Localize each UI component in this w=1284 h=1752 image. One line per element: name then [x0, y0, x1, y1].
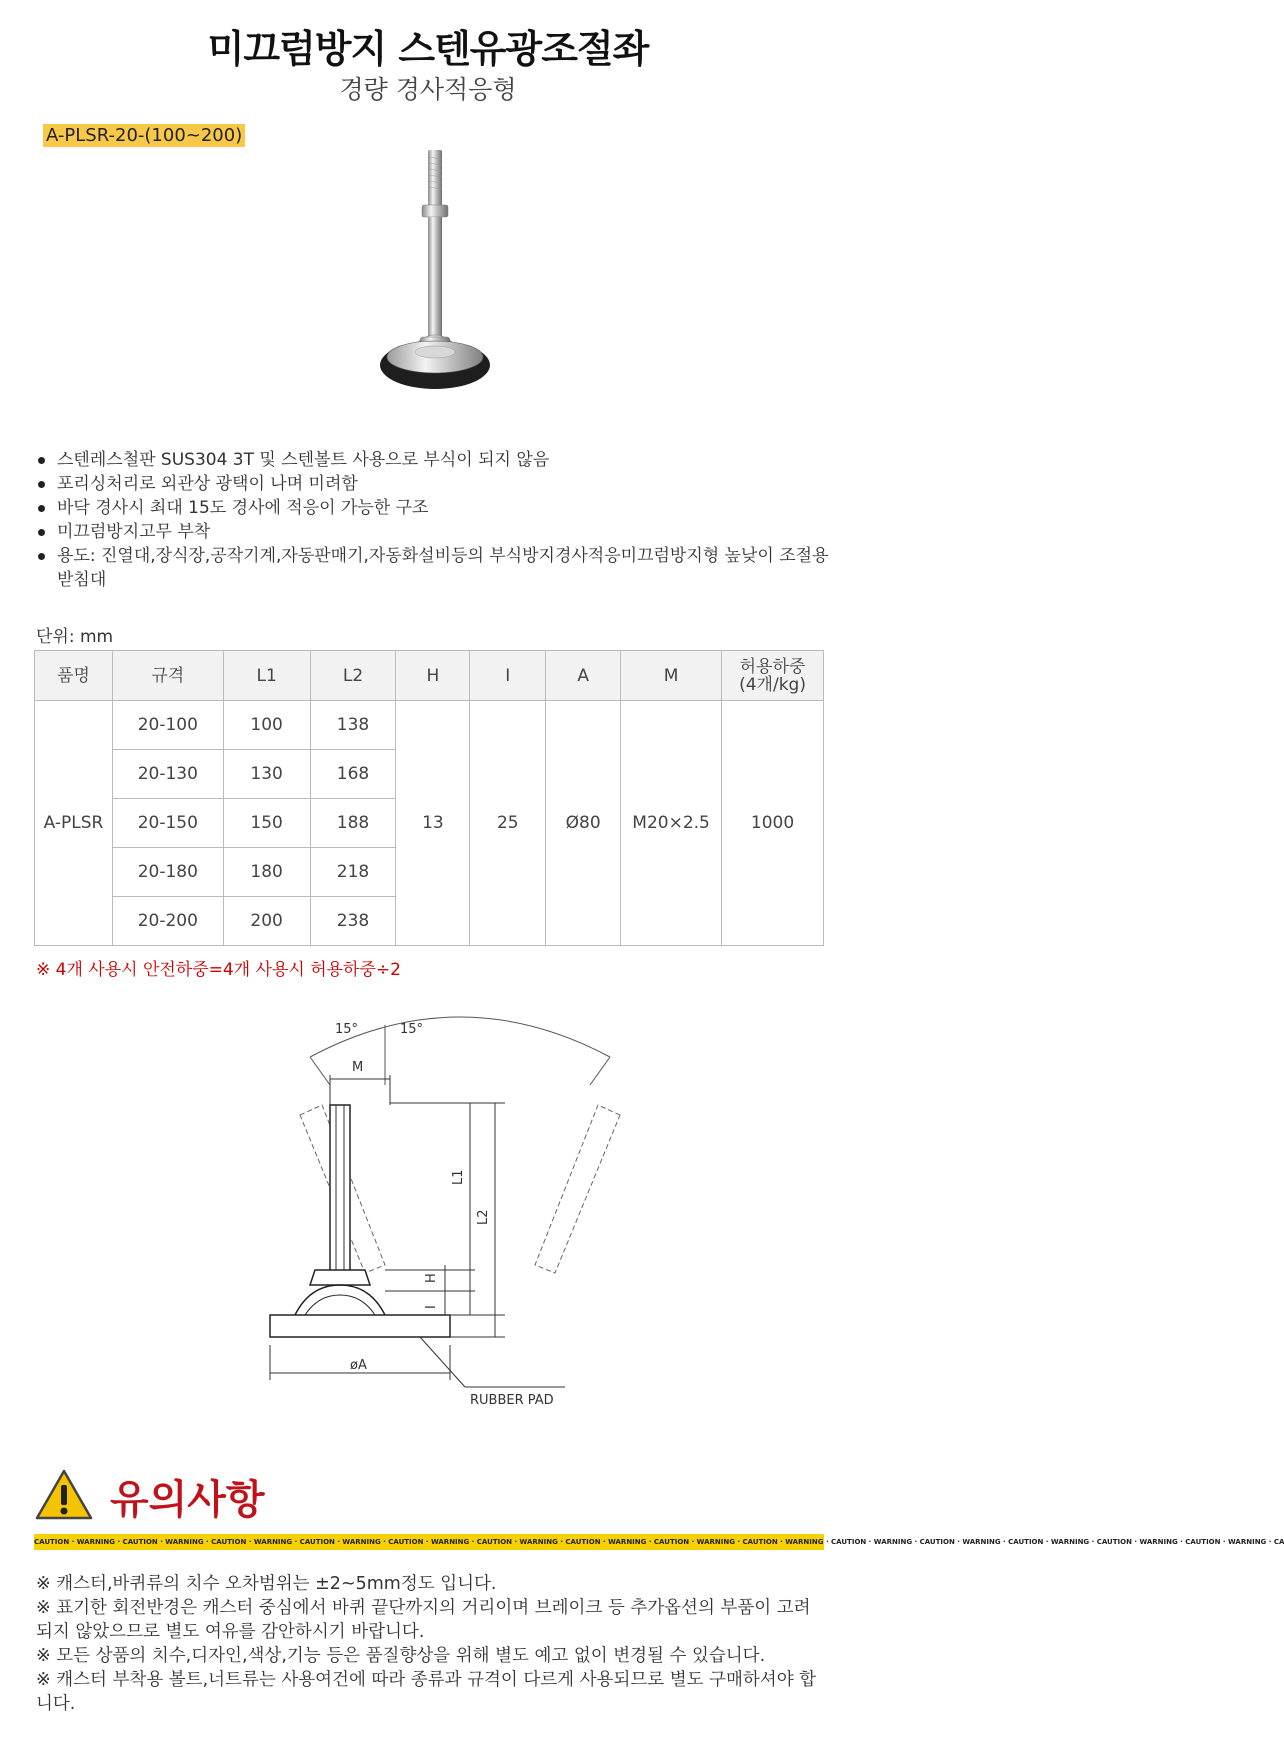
angle-left-label: 15°	[335, 1022, 359, 1037]
cell-l1: 200	[223, 897, 310, 946]
table-header-row	[35, 651, 824, 701]
a-label: øA	[350, 1358, 367, 1373]
feature-item: 스텐레스철판 SUS304 3T 및 스텐볼트 사용으로 부식이 되지 않음	[36, 448, 836, 472]
cell-l2: 138	[310, 701, 396, 750]
cell-h: 13	[396, 701, 470, 946]
caution-item: ※ 표기한 회전반경은 캐스터 중심에서 바퀴 끝단까지의 거리이며 브레이크 등 추가옵션의 부품이 고려되지 않았으므로 별도 여유를 감안하시기 바랍니다.	[36, 1598, 811, 1642]
feature-item: 미끄럼방지고무 부착	[36, 520, 836, 544]
cell-l2: 238	[310, 897, 396, 946]
feature-item: 바닥 경사시 최대 15도 경사에 적응이 가능한 구조	[36, 496, 836, 520]
cell-l1: 180	[223, 848, 310, 897]
caution-item: ※ 모든 상품의 치수,디자인,색상,기능 등은 품질향상을 위해 별도 예고 없이 변경될 수 있습니다.	[36, 1646, 766, 1666]
header-size: 규격	[112, 651, 223, 701]
cell-a: Ø80	[546, 701, 621, 946]
cell-size: 20-150	[112, 799, 223, 848]
header-name: 품명	[35, 651, 113, 701]
cell-product-name: A-PLSR	[35, 701, 113, 946]
caution-strip: CAUTION · WARNING · CAUTION · WARNING · CAUTION · WARNING · CAUTION · WARNING · CAUTION · WARNING · CAUTION · WARNING · CAUTION · WARNING · CAUTION · WARNING · CAUTION · WARNING · CAUTION · WARNING · CAUTION · WARNING · CAUTION · WARNING · CAUTION · WARNING · CAUTION · WARNING · CA	[34, 1534, 824, 1550]
header-h: H	[396, 651, 470, 701]
m-label: M	[352, 1060, 364, 1075]
unit-label: 단위: mm	[36, 627, 114, 647]
l1-label: L1	[451, 1169, 466, 1185]
header-m: M	[621, 651, 722, 701]
cell-l1: 100	[223, 701, 310, 750]
feature-item: 용도: 진열대,장식장,공작기계,자동판매기,자동화설비등의 부식방지경사적응미끄럼방지형 높낮이 조절용 받침대	[36, 544, 836, 592]
page-subtitle: 경량 경사적응형	[339, 75, 517, 104]
header-load-unit: (4개/kg)	[739, 674, 806, 695]
header-i: I	[470, 651, 546, 701]
warning-icon	[34, 1468, 94, 1522]
product-photo	[380, 145, 500, 410]
rubber-pad-label: RUBBER PAD	[470, 1393, 554, 1408]
header-a: A	[546, 651, 621, 701]
cell-size: 20-100	[112, 701, 223, 750]
feature-item: 포리싱처리로 외관상 광택이 나며 미려함	[36, 472, 836, 496]
header-l1: L1	[223, 651, 310, 701]
cell-l2: 188	[310, 799, 396, 848]
caution-item: ※ 캐스터,바퀴류의 치수 오차범위는 ±2~5mm정도 입니다.	[36, 1574, 497, 1594]
h-label: H	[424, 1273, 439, 1283]
caution-item: ※ 캐스터 부착용 볼트,너트류는 사용여건에 따라 종류과 규격이 다르게 사용되므로 별도 구매하셔야 합니다.	[36, 1670, 817, 1714]
dimension-drawing	[290, 1015, 630, 1440]
caution-list	[36, 1572, 826, 1716]
cell-l1: 130	[223, 750, 310, 799]
cell-m: M20×2.5	[621, 701, 722, 946]
cell-size: 20-130	[112, 750, 223, 799]
spec-table	[34, 650, 824, 946]
table-row	[35, 701, 824, 750]
header-load-label: 허용하중	[739, 656, 806, 677]
cell-l2: 218	[310, 848, 396, 897]
cell-l2: 168	[310, 750, 396, 799]
safety-load-note: ※ 4개 사용시 안전하중=4개 사용시 허용하중÷2	[36, 960, 401, 980]
feature-list	[36, 448, 836, 592]
header-l2: L2	[310, 651, 396, 701]
cell-i: 25	[470, 701, 546, 946]
angle-right-label: 15°	[400, 1022, 424, 1037]
cell-load: 1000	[722, 701, 824, 946]
model-tag: A-PLSR-20-(100~200)	[43, 124, 245, 147]
header-load	[722, 651, 824, 701]
i-label: I	[424, 1305, 439, 1309]
caution-title: 유의사항	[110, 1477, 265, 1523]
page-title: 미끄럼방지 스텐유광조절좌	[207, 27, 649, 71]
cell-size: 20-180	[112, 848, 223, 897]
l2-label: L2	[476, 1209, 491, 1225]
cell-size: 20-200	[112, 897, 223, 946]
cell-l1: 150	[223, 799, 310, 848]
